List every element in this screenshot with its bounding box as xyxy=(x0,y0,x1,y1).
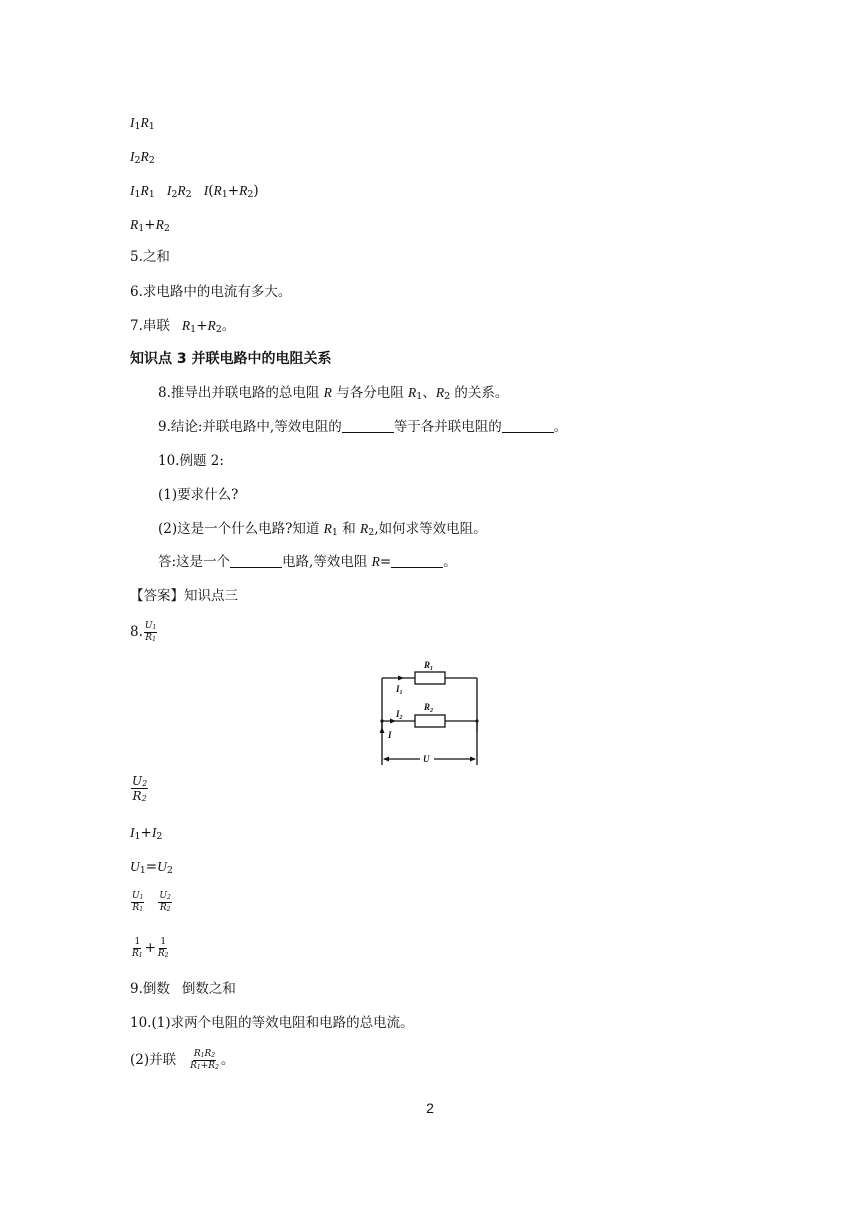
fraction: $\frac{1}{R_1}$ xyxy=(132,937,143,959)
answer-10-2: (2)并联 $\frac{R_1R_2}{R_1+R_2}$ 。 xyxy=(130,1049,235,1071)
fraction: $\frac{1}{R_2}$ xyxy=(157,937,169,959)
answer-8-current-sum: $I_1+I_2$ xyxy=(130,825,163,842)
fraction: $\frac{U_1}{R_1}$ xyxy=(132,891,144,913)
answer-line-5: 5.之和 xyxy=(130,249,170,265)
answer-8-voltage-equal: $U_1=U_2$ xyxy=(130,859,173,876)
question-8: 8.推导出并联电路的总电阻 R 与各分电阻 $R_1$、$R_2$ 的关系。 xyxy=(158,385,509,402)
page-number: 2 xyxy=(426,1100,434,1116)
arrow-icon xyxy=(470,757,476,762)
answer-line-i2r2: $I_2R_2$ xyxy=(130,149,155,166)
blank-line xyxy=(342,419,394,433)
svg-text:R2: $R_2$ xyxy=(424,702,434,714)
question-10: 10.例题 2: xyxy=(158,453,224,469)
answer-line-7: 7.串联 $R_1+R_2$。 xyxy=(130,318,236,335)
resistor-r1 xyxy=(415,672,445,684)
svg-text:I: I xyxy=(388,730,392,740)
answer-8-u2-r2 xyxy=(130,775,149,802)
answer-header: 【答案】知识点三 xyxy=(130,588,238,604)
answer-line-i1r1: $I_1R_1$ xyxy=(130,115,155,132)
answer-8-reciprocals: $\frac{1}{R_1}$ + $\frac{1}{R_2}$ xyxy=(132,937,169,959)
svg-text:I1: $I_1$ xyxy=(396,684,403,696)
arrow-icon xyxy=(398,676,404,681)
svg-text:I2: $I_2$ xyxy=(396,709,403,721)
fraction: $\frac{U_2}{R_2}$ xyxy=(132,774,148,803)
blank-line xyxy=(502,419,554,433)
fraction: $\frac{U_1}{R_1}$ xyxy=(144,621,157,643)
parallel-circuit-diagram xyxy=(370,660,490,770)
answer-9: 9.倒数 倒数之和 xyxy=(130,981,236,997)
section-heading: 知识点 3 并联电路中的电阻关系 xyxy=(130,351,332,367)
answer-line-products: $I_1R_1$ $I_2R_2$ $I(R_1+R_2)$ xyxy=(130,183,259,200)
arrow-icon xyxy=(383,757,389,762)
answer-8-fraction: 8. $\frac{U_1}{R_1}$ xyxy=(130,621,157,643)
question-10-1: (1)要求什么? xyxy=(158,487,239,503)
svg-text:U: U xyxy=(423,754,430,764)
answer-line-sum: $R_1+R_2$ xyxy=(130,217,170,234)
blank-line xyxy=(391,554,443,568)
answer-8-fractions xyxy=(130,892,173,913)
arrow-icon xyxy=(390,719,396,724)
answer-line-6: 6.求电路中的电流有多大。 xyxy=(130,284,292,300)
answer-10-1: 10.(1)求两个电阻的等效电阻和电路的总电流。 xyxy=(130,1015,414,1031)
resistor-r2 xyxy=(415,715,445,727)
svg-text:R1: $R_1$ xyxy=(424,660,434,672)
question-9: 9.结论:并联电路中,等效电阻的 等于各并联电阻的 。 xyxy=(158,419,568,435)
question-10-2: (2)这是一个什么电路?知道 $R_1$ 和 $R_2$,如何求等效电阻。 xyxy=(158,521,487,538)
fraction: $\frac{U_2}{R_2}$ xyxy=(159,891,171,913)
arrow-icon xyxy=(380,727,385,733)
blank-line xyxy=(230,554,282,568)
fraction: $\frac{R_1R_2}{R_1+R_2}$ xyxy=(190,1049,219,1071)
question-10-answer: 答:这是一个 电路,等效电阻 R= 。 xyxy=(158,554,457,570)
